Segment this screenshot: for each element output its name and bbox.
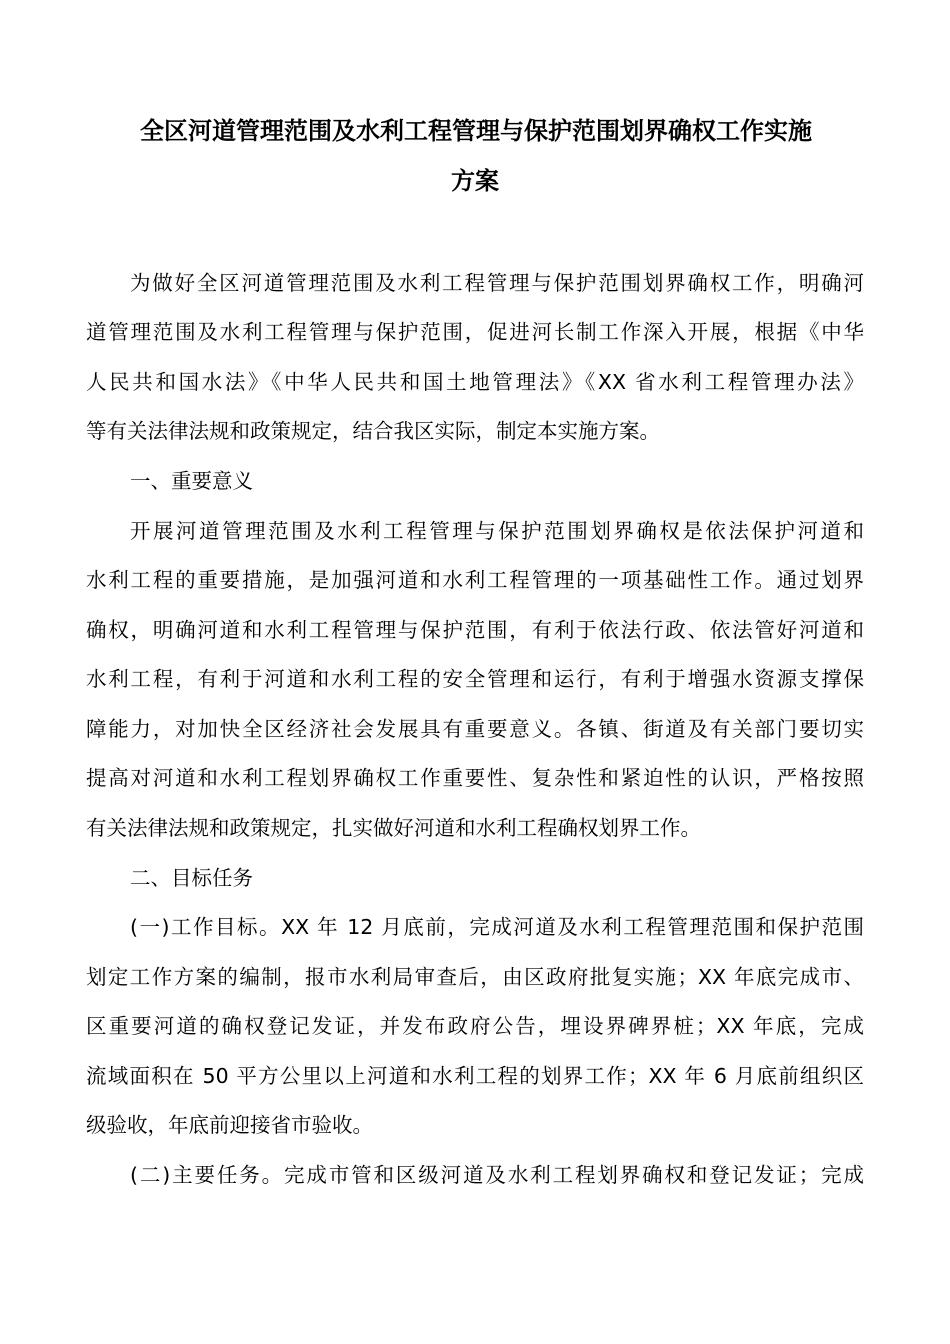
section-heading-1: 一、重要意义 [130,469,253,493]
paragraph-significance-line-4: 水利工程，有利于河道和水利工程的安全管理和运行，有利于增强水资源支撑保 [86,667,864,691]
paragraph-significance-line-5: 障能力，对加快全区经济社会发展具有重要意义。各镇、街道及有关部门要切实 [86,717,864,741]
paragraph-intro-line-2: 道管理范围及水利工程管理与保护范围，促进河长制工作深入开展，根据《中华 [86,320,864,344]
paragraph-intro-line-1: 为做好全区河道管理范围及水利工程管理与保护范围划界确权工作，明确河 [130,271,864,295]
paragraph-significance-line-6: 提高对河道和水利工程划界确权工作重要性、复杂性和紧迫性的认识，严格按照 [86,766,864,790]
paragraph-intro-line-3: 人民共和国水法》《中华人民共和国土地管理法》《XX 省水利工程管理办法》 [86,370,864,394]
paragraph-goals-line-2: 划定工作方案的编制，报市水利局审查后，由区政府批复实施；XX 年底完成市、 [86,965,864,989]
document-title-line-2: 方案 [451,167,499,195]
paragraph-goals-line-5: 级验收，年底前迎接省市验收。 [86,1113,373,1137]
section-heading-2: 二、目标任务 [130,866,253,890]
paragraph-goals-line-4: 流域面积在 50 平方公里以上河道和水利工程的划界工作；XX 年 6 月底前组织区 [86,1064,864,1088]
paragraph-significance-line-1: 开展河道管理范围及水利工程管理与保护范围划界确权是依法保护河道和 [130,519,864,543]
paragraph-goals-line-1: (一)工作目标。XX 年 12 月底前，完成河道及水利工程管理范围和保护范围 [130,915,864,939]
paragraph-significance-line-2: 水利工程的重要措施，是加强河道和水利工程管理的一项基础性工作。通过划界 [86,568,864,592]
paragraph-tasks-line-1: (二)主要任务。完成市管和区级河道及水利工程划界确权和登记发证；完成 [130,1163,864,1187]
document-title-line-1: 全区河道管理范围及水利工程管理与保护范围划界确权工作实施 [140,117,812,145]
paragraph-significance-line-3: 确权，明确河道和水利工程管理与保护范围，有利于依法行政、依法管好河道和 [86,618,864,642]
paragraph-intro-line-4: 等有关法律法规和政策规定，结合我区实际，制定本实施方案。 [86,419,660,443]
paragraph-goals-line-3: 区重要河道的确权登记发证，并发布政府公告，埋设界碑界桩；XX 年底，完成 [86,1014,864,1038]
paragraph-significance-line-7: 有关法律法规和政策规定，扎实做好河道和水利工程确权划界工作。 [86,816,701,840]
